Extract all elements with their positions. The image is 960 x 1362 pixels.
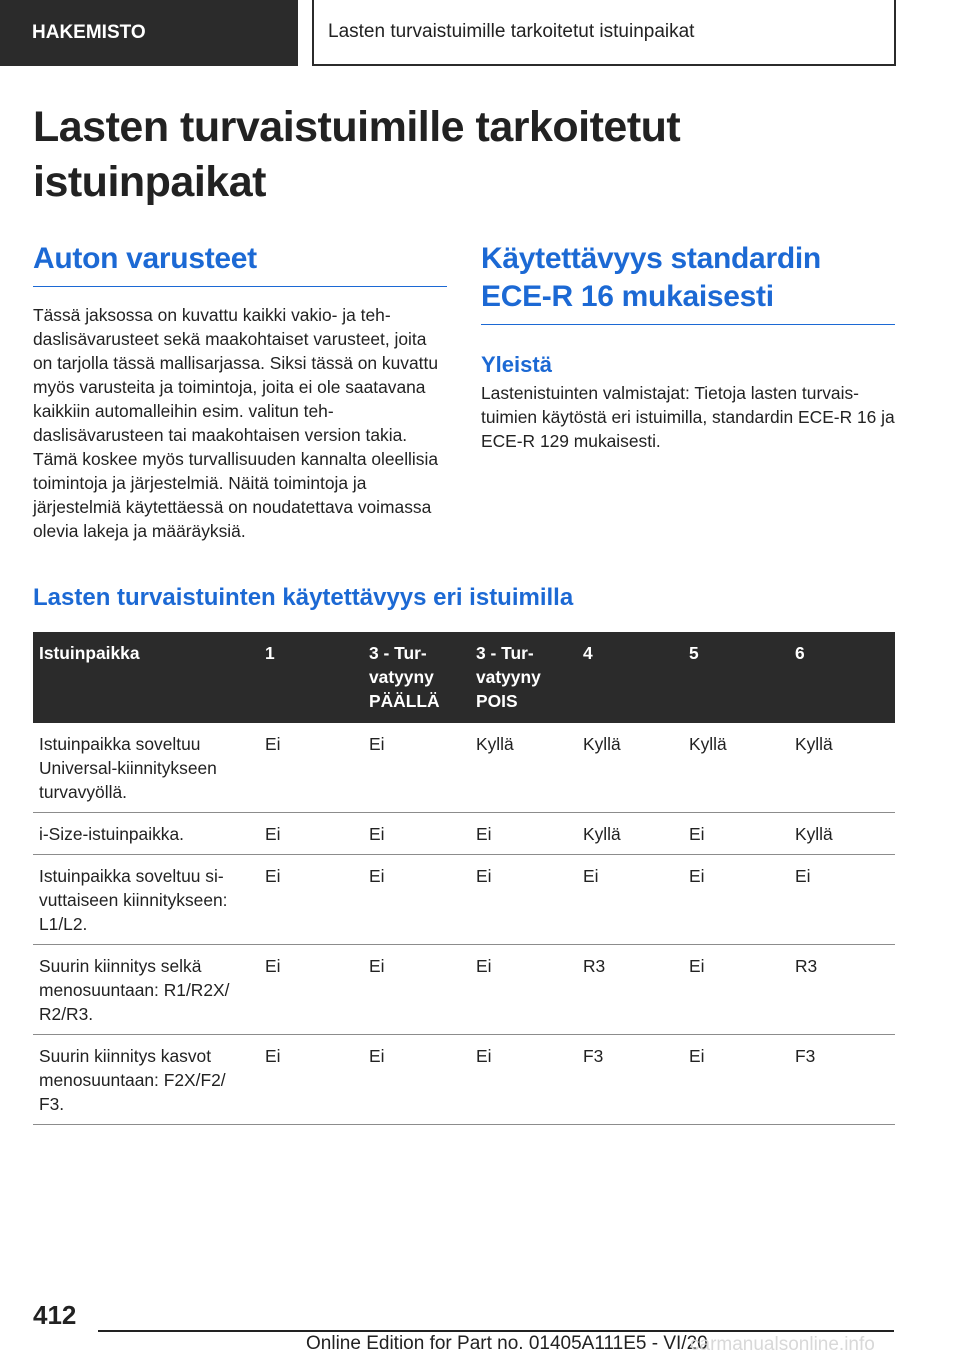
- header-cell-3-airbag-on: 3 - Turvatyyny PÄÄLLÄ: [363, 632, 470, 723]
- table-title: Lasten turvaistuinten käytettävyys eri istuimilla: [33, 584, 574, 611]
- table-cell: Kyllä: [789, 813, 895, 855]
- table-cell: Kyllä: [683, 723, 789, 813]
- right-column: [481, 240, 895, 453]
- table-cell: Ei: [683, 945, 789, 1035]
- table-cell: Kyllä: [470, 723, 577, 813]
- table-cell: Ei: [470, 945, 577, 1035]
- edition-info: Online Edition for Part no. 01405A111E5 - VI/20: [306, 1333, 708, 1354]
- table-cell: F3: [577, 1035, 683, 1125]
- table-cell: Ei: [470, 813, 577, 855]
- header-cell-1: 1: [259, 632, 363, 723]
- section-heading-usability: Käytettävyys standardin ECE-R 16 mukaisesti: [481, 240, 895, 325]
- table-row: [33, 855, 895, 945]
- footer-divider: [98, 1330, 894, 1332]
- header-cell-3-airbag-off: 3 - Turvatyyny POIS: [470, 632, 577, 723]
- page-number: 412: [33, 1300, 77, 1330]
- general-paragraph: Lastenistuinten valmistajat: Tietoja lasten turvaistuimien käytöstä eri istuimilla, standardin ECE-R 16 ja ECE-R 129 mukaisesti.: [481, 383, 895, 451]
- table-cell: R3: [789, 945, 895, 1035]
- table-cell: F3: [789, 1035, 895, 1125]
- table-cell: Kyllä: [789, 723, 895, 813]
- watermark: carmanualsonline.info: [690, 1334, 875, 1355]
- table-cell: Kyllä: [577, 723, 683, 813]
- header-cell-seat: Istuinpaikka: [33, 632, 259, 723]
- table-row: [33, 945, 895, 1035]
- header-cell-4: 4: [577, 632, 683, 723]
- table-cell: Ei: [363, 1035, 470, 1125]
- table-cell: Suurin kiinnitys selkä menosuuntaan: R1/R2X/ R2/R3.: [33, 945, 259, 1035]
- seat-usability-table: [33, 632, 895, 1125]
- table-cell: Ei: [259, 855, 363, 945]
- table-cell: Suurin kiinnitys kasvot menosuuntaan: F2X/F2/ F3.: [33, 1035, 259, 1125]
- table-row: [33, 813, 895, 855]
- index-tab[interactable]: HAKEMISTO: [0, 0, 298, 66]
- header-cell-6: 6: [789, 632, 895, 723]
- table-cell: Ei: [789, 855, 895, 945]
- table-cell: Ei: [363, 723, 470, 813]
- table-cell: Kyllä: [577, 813, 683, 855]
- page-title: Lasten turvaistuimille tarkoitetut istuinpaikat: [33, 103, 681, 206]
- table-cell: Ei: [577, 855, 683, 945]
- table-cell: i-Size-istuinpaikka.: [33, 813, 259, 855]
- table-cell: Ei: [470, 855, 577, 945]
- table-cell: Ei: [259, 723, 363, 813]
- table-cell: Ei: [259, 813, 363, 855]
- table-cell: Ei: [363, 855, 470, 945]
- table-cell: Ei: [363, 945, 470, 1035]
- table-cell: Ei: [683, 1035, 789, 1125]
- table-header-row: [33, 632, 895, 723]
- subheading-general: Yleistä: [481, 352, 552, 377]
- section-heading-equipment: Auton varusteet: [33, 240, 447, 287]
- table-cell: Ei: [683, 855, 789, 945]
- header-bar: [0, 0, 960, 66]
- equipment-paragraph: Tässä jaksossa on kuvattu kaikki vakio- ja tehdaslisävarusteet sekä maakohtaiset varusteet, joita on tarjolla tässä mallisarjassa. Siksi tässä on kuvattu myös varusteita ja toimintoja, joita ei ole saatavana kaikkiin automalleihin esim. valitun tehdaslisävarusteen tai maakohtaisen version takia. Tämä koskee myös turvallisuuden kannalta oleellisia toimintoja ja järjestelmiä. Näitä toimintoja ja järjestelmiä käytettäessä on noudatettava voimassa olevia lakeja ja määräyksiä.: [33, 305, 439, 541]
- table-cell: Istuinpaikka soveltuu sivuttaiseen kiinnitykseen: L1/L2.: [33, 855, 259, 945]
- table-cell: R3: [577, 945, 683, 1035]
- current-section-tab: Lasten turvaistuimille tarkoitetut istuinpaikat: [312, 0, 896, 66]
- table-cell: Ei: [363, 813, 470, 855]
- table-cell: Ei: [259, 1035, 363, 1125]
- table-cell: Ei: [683, 813, 789, 855]
- left-column: [33, 240, 447, 543]
- table-cell: Istuinpaikka soveltuu Universal-kiinnitykseen turvavyöllä.: [33, 723, 259, 813]
- table-row: [33, 723, 895, 813]
- table-cell: Ei: [470, 1035, 577, 1125]
- table-cell: Ei: [259, 945, 363, 1035]
- table-row: [33, 1035, 895, 1125]
- header-cell-5: 5: [683, 632, 789, 723]
